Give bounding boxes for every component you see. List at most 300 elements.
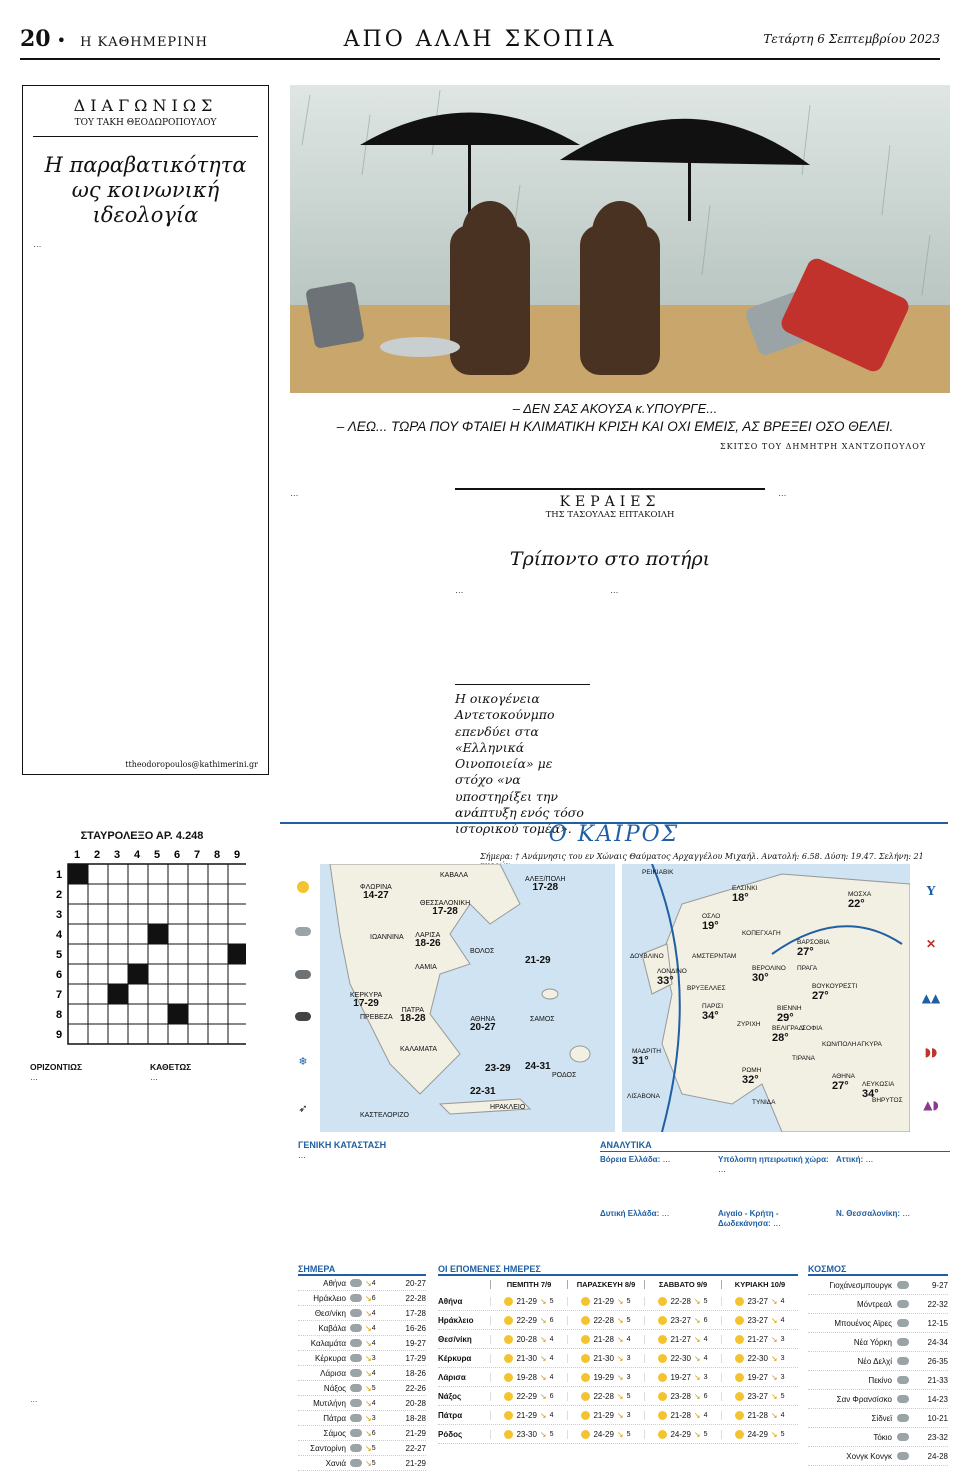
- city-name: Νάξος: [438, 1391, 462, 1401]
- city-name: ΑΓΚΥΡΑ: [857, 1041, 882, 1048]
- region-block: [600, 1155, 714, 1205]
- wind-force: 4: [703, 1335, 708, 1343]
- map-city-label: [702, 914, 720, 932]
- city-name: ΗΡΑΚΛΕΙΟ: [490, 1104, 526, 1111]
- region-block: [600, 1209, 714, 1259]
- map-city-label: [490, 1104, 525, 1111]
- wind-arrow-icon: ↘: [693, 1353, 701, 1363]
- city-temp: 27°: [797, 945, 814, 958]
- world-row: [808, 1390, 948, 1409]
- wind-force: 6: [703, 1392, 708, 1400]
- wind-arrow-icon: ↘: [693, 1334, 701, 1344]
- city-name: ΛΟΝΔΙΝΟ: [657, 968, 687, 975]
- svg-text:9: 9: [56, 1029, 63, 1041]
- map-city-label: [525, 876, 566, 894]
- wind-force: 3: [626, 1354, 631, 1362]
- sun-icon: [581, 1430, 590, 1439]
- map-city-label: [848, 892, 871, 910]
- next-row: [438, 1292, 798, 1311]
- today-table: ΣΗΜΕΡΑ Αθήνα ↘ 4 20-27 Ηράκλειο ↘ 6 22-28 Θεσ/νίκη ↘ 4 17-28 Καβάλα ↘ 4 16-26 Καλαμάτα ↘ 4 19-27 Κέρκυρα ↘ 3 17-29 Λάρισα ↘ 4 18-26 Νάξος ↘ 5 22-26 Μυτιλήνη ↘ 4 20-28 Πάτρα ↘ 3 18-28 Σάμος ↘ 6 21-29 Σαντορίνη ↘ 5 22-27 Χανιά ↘ 5 21-29: [298, 1264, 426, 1471]
- forecast-cell: [644, 1297, 721, 1306]
- temp-range: 19-29: [593, 1372, 614, 1382]
- city-name: Ηράκλειο: [313, 1293, 346, 1303]
- svg-text:3: 3: [56, 909, 63, 921]
- article-kicker: ΚΕΡΑΙΕΣ: [559, 494, 661, 510]
- weather-icon: [897, 1319, 909, 1327]
- wind-icon: ➶: [298, 1102, 308, 1116]
- wind-arrow-icon: ↘: [365, 1293, 372, 1303]
- temp-range: 23-27: [747, 1391, 768, 1401]
- temp-range: 21-33: [927, 1375, 948, 1385]
- city-name: ΛΙΣΑΒΟΝΑ: [627, 1093, 660, 1100]
- sun-icon: [658, 1316, 667, 1325]
- wind-arrow-icon: ↘: [770, 1334, 778, 1344]
- temp-range: 18-28: [405, 1413, 426, 1423]
- temp-range: 21-29: [593, 1410, 614, 1420]
- map-city-label: [742, 1068, 761, 1086]
- map-city-label: [470, 1016, 496, 1034]
- sun-icon: [735, 1354, 744, 1363]
- city-name: ΣΟΦΙΑ: [802, 1025, 823, 1032]
- forecast-cell: [644, 1335, 721, 1344]
- temp-range: 22-28: [593, 1315, 614, 1325]
- crossword-grid: [56, 848, 246, 1048]
- wind-arrow-icon: ↘: [539, 1391, 547, 1401]
- wind-force: 4: [371, 1339, 376, 1347]
- temp-range: 16-26: [405, 1323, 426, 1333]
- region-block: [836, 1209, 950, 1259]
- forecast-cell: [490, 1430, 567, 1439]
- weather-icon: [350, 1444, 362, 1452]
- city-name: ΜΑΔΡΙΤΗ: [632, 1048, 661, 1055]
- temp-range: 21-28: [747, 1410, 768, 1420]
- wind-force: 3: [780, 1335, 785, 1343]
- city-temp: 24-31: [525, 1061, 551, 1072]
- sun-icon: [504, 1392, 513, 1401]
- article-col-4: …: [778, 488, 787, 498]
- temp-range: 12-15: [927, 1318, 948, 1328]
- region-text: …: [900, 1209, 911, 1219]
- temp-range: 19-28: [516, 1372, 537, 1382]
- wind-force: 3: [626, 1373, 631, 1381]
- city-name: ΛΑΡΙΣΑ: [415, 932, 441, 939]
- wind-force: 3: [780, 1373, 785, 1381]
- city-temp: 22-31: [470, 1086, 496, 1097]
- wind-force: 5: [703, 1430, 708, 1438]
- map-city-label: [370, 934, 404, 941]
- city-name: Μπουένος Αϊρες: [834, 1318, 892, 1328]
- map-city-label: [627, 1094, 660, 1101]
- map-city-label: [752, 1100, 775, 1107]
- sun-icon: [735, 1392, 744, 1401]
- temp-range: 23-27: [670, 1315, 691, 1325]
- city-name: ΛΑΜΙΑ: [415, 964, 437, 971]
- city-name: ΠΑΤΡΑ: [401, 1007, 424, 1014]
- city-name: ΚΕΡΚΥΡΑ: [350, 992, 383, 999]
- wind-force: 4: [780, 1411, 785, 1419]
- temp-range: 19-27: [747, 1372, 768, 1382]
- day-header: ΣΑΒΒΑΤΟ 9/9: [644, 1280, 721, 1289]
- city-name: Μόντρεαλ: [856, 1299, 892, 1309]
- forecast-cell: [567, 1392, 644, 1401]
- column-body: …: [33, 238, 42, 249]
- sun-icon: [735, 1430, 744, 1439]
- forecast-cell: [490, 1373, 567, 1382]
- forecast-cell: [567, 1297, 644, 1306]
- cold-front-icon: ▲▲: [921, 990, 941, 1005]
- city-name: ΤΙΡΑΝΑ: [792, 1055, 815, 1062]
- city-temp: 17-28: [532, 882, 559, 894]
- city-temp: 18-26: [415, 938, 441, 950]
- region-text: …: [863, 1155, 874, 1165]
- sun-icon: [297, 881, 309, 893]
- city-temp: 20-27: [470, 1022, 496, 1034]
- wind-force: 6: [703, 1316, 708, 1324]
- map-city-label: [797, 940, 830, 958]
- forecast-cell: [721, 1316, 798, 1325]
- region-block: [718, 1209, 832, 1259]
- wind-arrow-icon: ↘: [365, 1398, 372, 1408]
- weather-icon: [897, 1376, 909, 1384]
- wind-force: 4: [626, 1335, 631, 1343]
- weather-icon: [897, 1281, 909, 1289]
- sun-icon: [581, 1297, 590, 1306]
- map-city-label: [400, 1046, 437, 1053]
- forecast-cell: [567, 1411, 644, 1420]
- city-name: Κέρκυρα: [438, 1353, 472, 1363]
- day-header: ΚΥΡΙΑΚΗ 10/9: [721, 1280, 798, 1289]
- today-row: [298, 1396, 426, 1411]
- sun-icon: [581, 1411, 590, 1420]
- wind-force: 5: [626, 1392, 631, 1400]
- page-header: 20 • Η ΚΑΘΗΜΕΡΙΝΗ ΑΠΟ ΑΛΛΗ ΣΚΟΠΙΑ Τετάρτη 6 Σεπτεμβρίου 2023: [20, 20, 940, 60]
- wind-arrow-icon: ↘: [539, 1372, 547, 1382]
- sun-icon: [504, 1354, 513, 1363]
- weather-icon: [350, 1384, 362, 1392]
- article-col-1: …: [290, 488, 299, 498]
- temp-range: 21-29: [405, 1458, 426, 1468]
- temp-range: 23-27: [747, 1315, 768, 1325]
- forecast-cell: [721, 1335, 798, 1344]
- city-temp: 23-29: [485, 1063, 511, 1074]
- svg-text:2: 2: [94, 849, 101, 861]
- weather-icon: [350, 1399, 362, 1407]
- wind-force: 4: [549, 1335, 554, 1343]
- map-city-label: [632, 1049, 661, 1067]
- city-name: ΚΩΝ/ΠΟΛΗ: [822, 1041, 857, 1048]
- sun-icon: [735, 1411, 744, 1420]
- opinion-column: [22, 85, 269, 775]
- city-temp: 28°: [772, 1031, 789, 1044]
- day-header: ΠΕΜΠΤΗ 7/9: [490, 1280, 567, 1289]
- wind-arrow-icon: ↘: [770, 1410, 778, 1420]
- wind-arrow-icon: ↘: [539, 1296, 547, 1306]
- wind-arrow-icon: ↘: [365, 1353, 372, 1363]
- map-city-label: [630, 954, 664, 961]
- city-temp: 31°: [632, 1054, 649, 1067]
- sun-icon: [735, 1316, 744, 1325]
- article-col-2: …: [455, 585, 464, 595]
- wind-force: 5: [371, 1384, 376, 1392]
- wind-force: 6: [371, 1429, 376, 1437]
- wind-arrow-icon: ↘: [539, 1315, 547, 1325]
- city-name: ΜΟΣΧΑ: [848, 891, 872, 898]
- map-city-label: [400, 1007, 426, 1025]
- wind-force: 5: [549, 1430, 554, 1438]
- city-temp: 21-29: [525, 955, 551, 966]
- map-city-label: [525, 1062, 551, 1073]
- column-byline: ΤΟΥ ΤΑΚΗ ΘΕΟΔΩΡΟΠΟΥΛΟΥ: [74, 118, 217, 128]
- temp-range: 22-30: [747, 1353, 768, 1363]
- map-city-label: [687, 986, 726, 993]
- wind-force: 4: [703, 1411, 708, 1419]
- sun-icon: [658, 1392, 667, 1401]
- svg-text:1: 1: [56, 869, 63, 881]
- column-kicker: ΔΙΑΓΩΝΙΩΣ: [73, 96, 218, 115]
- sun-icon: [735, 1335, 744, 1344]
- wind-arrow-icon: ↘: [693, 1296, 701, 1306]
- temp-range: 22-32: [927, 1299, 948, 1309]
- svg-text:2: 2: [56, 889, 63, 901]
- forecast-cell: [721, 1430, 798, 1439]
- article-byline: ΤΗΣ ΤΑΣΟΥΛΑΣ ΕΠΤΑΚΟΙΛΗ: [545, 510, 675, 520]
- sun-icon: [658, 1373, 667, 1382]
- temp-range: 21-29: [405, 1428, 426, 1438]
- wind-arrow-icon: ↘: [693, 1315, 701, 1325]
- map-city-label: [415, 964, 437, 971]
- next-row: [438, 1425, 798, 1444]
- weather-icon: [350, 1309, 362, 1317]
- temp-range: 10-21: [927, 1413, 948, 1423]
- wind-arrow-icon: ↘: [365, 1458, 372, 1468]
- city-name: Χανιά: [325, 1458, 346, 1468]
- city-name: ΡΟΔΟΣ: [552, 1072, 577, 1079]
- region-block: [718, 1155, 832, 1205]
- wind-force: 5: [371, 1459, 376, 1467]
- temp-range: 24-29: [747, 1429, 768, 1439]
- city-name: ΖΥΡΙΧΗ: [737, 1021, 761, 1028]
- city-temp: 18°: [732, 891, 749, 904]
- section-title: ΑΠΟ ΑΛΛΗ ΣΚΟΠΙΑ: [343, 26, 617, 52]
- map-city-label: [485, 1064, 511, 1075]
- sun-icon: [504, 1411, 513, 1420]
- temp-range: 21-28: [670, 1410, 691, 1420]
- city-name: ΙΩΑΝΝΙΝΑ: [370, 934, 404, 941]
- city-name: Μυτιλήνη: [313, 1398, 346, 1408]
- map-city-label: [772, 1026, 805, 1044]
- map-city-label: [360, 884, 392, 902]
- region-name: Δυτική Ελλάδα:: [600, 1209, 660, 1219]
- forecast-cell: [644, 1373, 721, 1382]
- wind-arrow-icon: ↘: [770, 1353, 778, 1363]
- forecast-cell: [644, 1392, 721, 1401]
- forecast-cell: [721, 1354, 798, 1363]
- wind-force: 4: [371, 1324, 376, 1332]
- city-name: Αθήνα: [438, 1296, 463, 1306]
- weather-icon: [897, 1395, 909, 1403]
- forecast-cell: [490, 1335, 567, 1344]
- city-name: ΠΡΑΓΑ: [797, 965, 818, 972]
- wind-arrow-icon: ↘: [365, 1278, 372, 1288]
- wind-force: 4: [780, 1297, 785, 1305]
- sun-icon: [658, 1411, 667, 1420]
- wind-force: 4: [371, 1279, 376, 1287]
- forecast-cell: [567, 1335, 644, 1344]
- city-name: ΒΙΕΝΝΗ: [777, 1005, 802, 1012]
- next-days-table: ΟΙ ΕΠΟΜΕΝΕΣ ΗΜΕΡΕΣ ΠΕΜΠΤΗ 7/9 ΠΑΡΑΣΚΕΥΗ 8/9 ΣΑΒΒΑΤΟ 9/9 ΚΥΡΙΑΚΗ 10/9 Αθήνα 21-29 ↘ 5 21-29 ↘ 5 22-28 ↘ 5 23-27 ↘ 4 Ηράκλειο 22-29 ↘ 6 22-28 ↘ 5 23-27 ↘ 6 23-27 ↘ 4 Θεσ/νίκη 20-28 ↘ 4 21-28 ↘ 4 21-27 ↘ 4 21-27 ↘ 3 Κέρκυρα 21-30 ↘ 4 21-30 ↘ 3 22-30 ↘ 4 22-30 ↘ 3 Λάρισα 19-28 ↘ 4 19-29 ↘ 3 19-27 ↘ 3 19-27 ↘ 3 Νάξος 22-29 ↘ 6 22-28 ↘ 5 23-28 ↘ 6 23-27 ↘ 5 Πάτρα 21-29 ↘ 4 21-29 ↘ 3 21-28 ↘ 4 21-28 ↘ 4 Ρόδος 23-30 ↘ 5 24-29 ↘ 5 24-29 ↘ 5 24-29 ↘ 5: [438, 1264, 798, 1444]
- wind-arrow-icon: ↘: [365, 1428, 372, 1438]
- forecast-cell: [490, 1354, 567, 1363]
- temp-range: 9-27: [931, 1280, 948, 1290]
- temp-range: 17-29: [405, 1353, 426, 1363]
- map-city-label: [792, 1056, 815, 1063]
- map-city-label: [752, 966, 786, 984]
- wind-force: 4: [371, 1399, 376, 1407]
- temp-range: 21-27: [747, 1334, 768, 1344]
- wind-arrow-icon: ↘: [770, 1315, 778, 1325]
- svg-text:8: 8: [214, 849, 221, 861]
- sun-icon: [581, 1354, 590, 1363]
- region-name: Βόρεια Ελλάδα:: [600, 1155, 661, 1165]
- today-row: [298, 1321, 426, 1336]
- forecast-cell: [490, 1392, 567, 1401]
- forecast-cell: [644, 1316, 721, 1325]
- city-name: Σίδνεϊ: [871, 1413, 892, 1423]
- wind-arrow-icon: ↘: [539, 1429, 547, 1439]
- forecast-cell: [567, 1316, 644, 1325]
- wind-force: 3: [371, 1414, 376, 1422]
- wind-force: 6: [371, 1294, 376, 1302]
- city-name: Ρόδος: [438, 1429, 463, 1439]
- wind-force: 3: [626, 1411, 631, 1419]
- city-temp: 33°: [657, 974, 674, 987]
- wind-force: 5: [549, 1297, 554, 1305]
- temp-range: 21-29: [593, 1296, 614, 1306]
- temp-range: 23-28: [670, 1391, 691, 1401]
- wind-force: 4: [371, 1309, 376, 1317]
- wind-arrow-icon: ↘: [616, 1410, 624, 1420]
- sun-icon: [735, 1297, 744, 1306]
- wind-arrow-icon: ↘: [693, 1372, 701, 1382]
- general-situation: ΓΕΝΙΚΗ ΚΑΤΑΣΤΑΣΗ …: [298, 1140, 387, 1161]
- sun-icon: [504, 1373, 513, 1382]
- city-temp: 18-28: [400, 1013, 426, 1025]
- today-row: [298, 1456, 426, 1471]
- wind-arrow-icon: ↘: [770, 1391, 778, 1401]
- world-row: [808, 1447, 948, 1466]
- crossword-title: ΣΤΑΥΡΟΛΕΞΟ ΑΡ. 4.248: [80, 830, 204, 842]
- crossword: [42, 830, 242, 1048]
- temp-range: 21-27: [670, 1334, 691, 1344]
- temp-range: 21-30: [516, 1353, 537, 1363]
- forecast-cell: [567, 1373, 644, 1382]
- wind-force: 5: [626, 1297, 631, 1305]
- sun-icon: [504, 1316, 513, 1325]
- city-name: Πάτρα: [438, 1410, 463, 1420]
- map-city-label: [737, 1022, 760, 1029]
- city-name: ΒΕΛΙΓΡΑΔΙ: [772, 1025, 805, 1032]
- svg-text:8: 8: [56, 1009, 63, 1021]
- map-city-label: [802, 1026, 822, 1033]
- forecast-cell: [721, 1373, 798, 1382]
- today-row: [298, 1426, 426, 1441]
- svg-text:1: 1: [74, 849, 81, 861]
- world-row: [808, 1352, 948, 1371]
- next-row: [438, 1368, 798, 1387]
- wind-force: 4: [549, 1354, 554, 1362]
- temp-range: 19-27: [405, 1338, 426, 1348]
- city-name: ΒΟΛΟΣ: [470, 948, 495, 955]
- wind-force: 4: [549, 1373, 554, 1381]
- next-row: [438, 1330, 798, 1349]
- temp-range: 22-29: [516, 1315, 537, 1325]
- wind-arrow-icon: ↘: [616, 1372, 624, 1382]
- forecast-cell: [567, 1354, 644, 1363]
- temp-range: 21-29: [516, 1296, 537, 1306]
- weather-icon: [350, 1459, 362, 1467]
- wind-arrow-icon: ↘: [616, 1315, 624, 1325]
- newspaper-name: Η ΚΑΘΗΜΕΡΙΝΗ: [80, 35, 209, 50]
- day-header: ΠΑΡΑΣΚΕΥΗ 8/9: [567, 1280, 644, 1289]
- wind-force: 5: [703, 1297, 708, 1305]
- wind-force: 4: [780, 1316, 785, 1324]
- city-temp: 22°: [848, 897, 865, 910]
- forecast-cell: [490, 1411, 567, 1420]
- temp-range: 24-28: [927, 1451, 948, 1461]
- city-name: Καλαμάτα: [310, 1338, 346, 1348]
- map-city-label: [657, 969, 687, 987]
- wind-arrow-icon: ↘: [365, 1443, 372, 1453]
- temp-range: 23-27: [747, 1296, 768, 1306]
- wind-arrow-icon: ↘: [770, 1372, 778, 1382]
- weather-icon: [897, 1433, 909, 1441]
- occluded-front-icon: ▲◗: [923, 1098, 939, 1113]
- city-name: ΑΘΗΝΑ: [832, 1073, 855, 1080]
- city-temp: 17-29: [353, 998, 379, 1010]
- map-city-label: [857, 1042, 882, 1049]
- temp-range: 22-26: [405, 1383, 426, 1393]
- svg-text:4: 4: [134, 849, 141, 861]
- city-name: Λάρισα: [438, 1372, 466, 1382]
- city-temp: 34°: [862, 1087, 879, 1100]
- world-table: ΚΟΣΜΟΣ Γιοχάνεσμπουργκ 9-27 Μόντρεαλ 22-32 Μπουένος Αϊρες 12-15 Νέα Υόρκη 24-34 Νέο Δελχί 26-35 Πεκίνο 21-33 Σαν Φρανσίσκο 14-23 Σίδνεϊ 10-21 Τόκιο 23-32 Χονγκ Κονγκ 24-28: [808, 1264, 948, 1466]
- wind-force: 3: [703, 1373, 708, 1381]
- cartoon-caption: – ΔΕΝ ΣΑΣ ΑΚΟΥΣΑ κ.ΥΠΟΥΡΓΕ... – ΛΕΩ... ΤΩΡΑ ΠΟΥ ΦΤΑΙΕΙ Η ΚΛΙΜΑΤΙΚΗ ΚΡΙΣΗ ΚΑΙ ΟΧΙ ΕΜΕΙΣ, ΑΣ ΒΡΕΞΕΙ ΟΣΟ ΘΕΛΕΙ.: [336, 401, 894, 434]
- city-name: Γιοχάνεσμπουργκ: [829, 1280, 892, 1290]
- wind-arrow-icon: ↘: [616, 1296, 624, 1306]
- column-headline: Η παραβατικότητα ως κοινωνική ιδεολογία: [44, 153, 247, 228]
- temp-range: 23-30: [516, 1429, 537, 1439]
- greece-map: [320, 864, 615, 1132]
- issue-date: Τετάρτη 6 Σεπτεμβρίου 2023: [763, 32, 940, 46]
- page-number: 20: [20, 26, 51, 52]
- region-block: [836, 1155, 950, 1205]
- city-name: ΘΕΣΣΑΛΟΝΙΚΗ: [420, 900, 471, 907]
- crossword-solution: …: [30, 1395, 38, 1404]
- sun-icon: [658, 1430, 667, 1439]
- city-temp: 14-27: [363, 890, 389, 902]
- city-name: ΑΛΕΞ/ΠΟΛΗ: [525, 876, 566, 883]
- city-name: ΡΩΜΗ: [742, 1067, 762, 1074]
- temp-range: 22-28: [405, 1293, 426, 1303]
- map-city-label: [440, 872, 468, 879]
- svg-text:9: 9: [234, 849, 241, 861]
- wind-force: 5: [371, 1444, 376, 1452]
- svg-text:7: 7: [194, 849, 201, 861]
- wind-force: 5: [780, 1430, 785, 1438]
- region-name: Ν. Θεσσαλονίκη:: [836, 1209, 901, 1219]
- article-headline: Τρίποντο στο ποτήρι: [509, 548, 711, 570]
